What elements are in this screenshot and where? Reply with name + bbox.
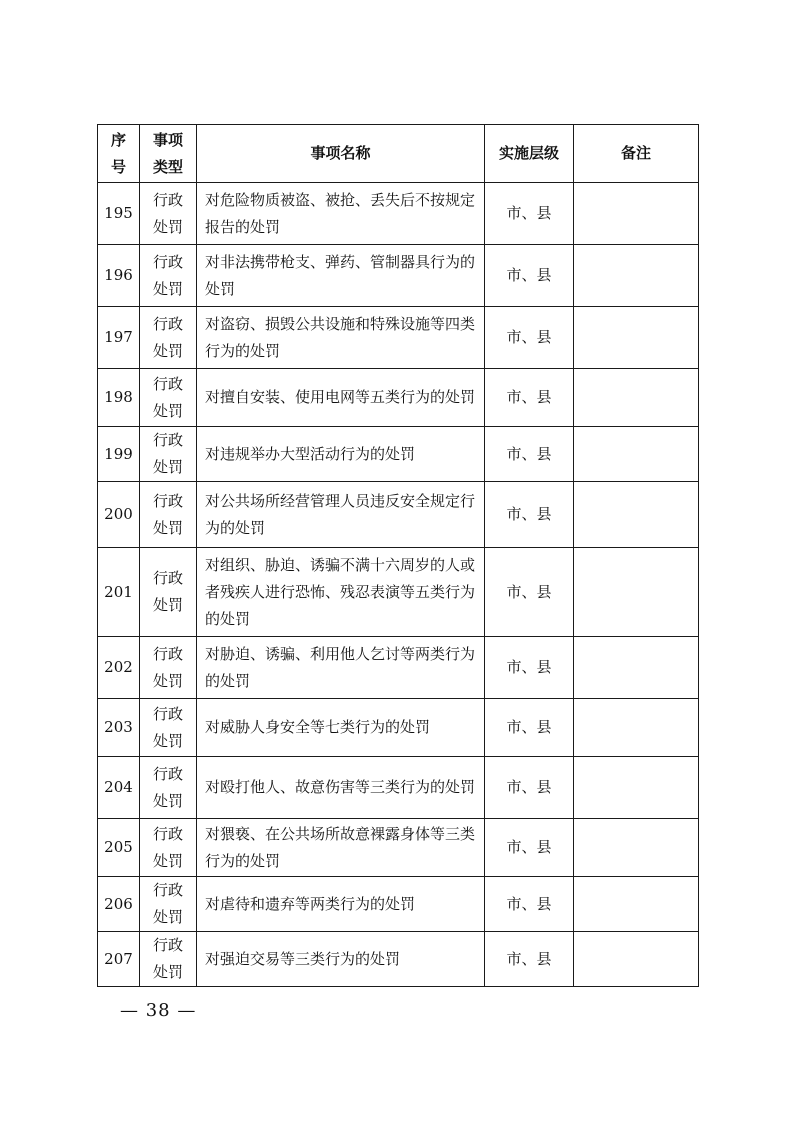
cell-notes — [574, 427, 699, 482]
cell-index: 199 — [98, 427, 140, 482]
cell-type-line1: 行政 — [152, 881, 183, 899]
cell-name: 对胁迫、诱骗、利用他人乞讨等两类行为的处罚 — [197, 637, 485, 699]
cell-type-line1: 行政 — [152, 704, 183, 723]
header-type — [140, 125, 197, 183]
cell-notes — [574, 699, 699, 757]
table-row — [98, 699, 699, 757]
cell-type — [140, 183, 197, 245]
cell-name: 对非法携带枪支、弹药、管制器具行为的处罚 — [197, 245, 485, 307]
cell-type — [140, 699, 197, 757]
cell-level: 市、县 — [485, 183, 574, 245]
table-body — [98, 183, 699, 987]
cell-type-line2: 处罚 — [152, 671, 183, 690]
cell-index: 202 — [98, 637, 140, 699]
cell-type-line2: 处罚 — [152, 341, 183, 360]
cell-level: 市、县 — [485, 877, 574, 932]
cell-type-line2: 处罚 — [152, 851, 183, 870]
table-row — [98, 548, 699, 637]
cell-notes — [574, 932, 699, 987]
cell-type — [140, 427, 197, 482]
cell-notes — [574, 757, 699, 819]
cell-level: 市、县 — [485, 637, 574, 699]
page-number: — 38 — — [120, 1000, 197, 1021]
cell-level: 市、县 — [485, 427, 574, 482]
cell-index: 198 — [98, 369, 140, 427]
cell-type — [140, 637, 197, 699]
cell-level: 市、县 — [485, 548, 574, 637]
cell-type-line1: 行政 — [152, 936, 183, 954]
cell-name: 对违规举办大型活动行为的处罚 — [197, 427, 485, 482]
cell-index: 201 — [98, 548, 140, 637]
cell-level: 市、县 — [485, 482, 574, 548]
cell-notes — [574, 482, 699, 548]
cell-name: 对公共场所经营管理人员违反安全规定行为的处罚 — [197, 482, 485, 548]
header-index-line2: 号 — [110, 157, 126, 176]
cell-name: 对擅自安装、使用电网等五类行为的处罚 — [197, 369, 485, 427]
cell-type — [140, 369, 197, 427]
table-row — [98, 245, 699, 307]
cell-name: 对强迫交易等三类行为的处罚 — [197, 932, 485, 987]
cell-level: 市、县 — [485, 932, 574, 987]
cell-type-line2: 处罚 — [152, 791, 183, 810]
cell-notes — [574, 245, 699, 307]
cell-index: 205 — [98, 819, 140, 877]
cell-type-line2: 处罚 — [152, 731, 183, 750]
cell-index: 204 — [98, 757, 140, 819]
cell-name: 对殴打他人、故意伤害等三类行为的处罚 — [197, 757, 485, 819]
cell-name: 对盗窃、损毁公共设施和特殊设施等四类行为的处罚 — [197, 307, 485, 369]
cell-type-line2: 处罚 — [152, 217, 183, 236]
cell-name: 对虐待和遗弃等两类行为的处罚 — [197, 877, 485, 932]
cell-level: 市、县 — [485, 369, 574, 427]
table-row — [98, 757, 699, 819]
cell-index: 207 — [98, 932, 140, 987]
cell-type — [140, 819, 197, 877]
cell-notes — [574, 548, 699, 637]
cell-notes — [574, 637, 699, 699]
cell-index: 200 — [98, 482, 140, 548]
cell-type-line2: 处罚 — [152, 458, 183, 476]
table-row — [98, 932, 699, 987]
cell-type-line2: 处罚 — [152, 963, 183, 981]
cell-type-line1: 行政 — [152, 824, 183, 843]
cell-type-line1: 行政 — [152, 431, 183, 449]
cell-type-line2: 处罚 — [152, 596, 183, 614]
cell-name: 对猥亵、在公共场所故意裸露身体等三类行为的处罚 — [197, 819, 485, 877]
cell-type — [140, 877, 197, 932]
cell-type-line1: 行政 — [152, 764, 183, 783]
header-index — [98, 125, 140, 183]
header-index-line1: 序 — [110, 130, 126, 149]
cell-type-line1: 行政 — [152, 190, 183, 209]
cell-notes — [574, 183, 699, 245]
cell-type-line1: 行政 — [152, 252, 183, 271]
cell-type-line1: 行政 — [152, 569, 183, 587]
cell-type-line1: 行政 — [152, 374, 183, 393]
header-type-line1: 事项 — [152, 130, 183, 149]
table-header-row — [98, 125, 699, 183]
cell-level: 市、县 — [485, 819, 574, 877]
cell-type — [140, 932, 197, 987]
cell-index: 197 — [98, 307, 140, 369]
cell-type-line2: 处罚 — [152, 279, 183, 298]
header-type-line2: 类型 — [152, 157, 183, 176]
table-row — [98, 183, 699, 245]
header-notes: 备注 — [574, 125, 699, 183]
cell-type — [140, 757, 197, 819]
cell-level: 市、县 — [485, 699, 574, 757]
cell-type-line2: 处罚 — [152, 908, 183, 926]
cell-index: 195 — [98, 183, 140, 245]
cell-type — [140, 548, 197, 637]
items-table — [97, 124, 699, 987]
cell-name: 对危险物质被盗、被抢、丢失后不按规定报告的处罚 — [197, 183, 485, 245]
table-row — [98, 637, 699, 699]
cell-index: 196 — [98, 245, 140, 307]
table-row — [98, 877, 699, 932]
cell-notes — [574, 819, 699, 877]
cell-level: 市、县 — [485, 245, 574, 307]
cell-index: 203 — [98, 699, 140, 757]
table-row — [98, 482, 699, 548]
cell-type — [140, 245, 197, 307]
table-row — [98, 427, 699, 482]
cell-name: 对组织、胁迫、诱骗不满十六周岁的人或者残疾人进行恐怖、残忍表演等五类行为的处罚 — [197, 548, 485, 637]
table-row — [98, 819, 699, 877]
cell-type-line1: 行政 — [152, 314, 183, 333]
cell-type-line1: 行政 — [152, 491, 183, 510]
cell-notes — [574, 369, 699, 427]
table-row — [98, 369, 699, 427]
cell-type — [140, 482, 197, 548]
cell-type-line2: 处罚 — [152, 401, 183, 420]
cell-type-line2: 处罚 — [152, 518, 183, 537]
cell-type-line1: 行政 — [152, 644, 183, 663]
table-row — [98, 307, 699, 369]
cell-level: 市、县 — [485, 757, 574, 819]
cell-index: 206 — [98, 877, 140, 932]
cell-notes — [574, 877, 699, 932]
cell-level: 市、县 — [485, 307, 574, 369]
header-name: 事项名称 — [197, 125, 485, 183]
cell-type — [140, 307, 197, 369]
header-level: 实施层级 — [485, 125, 574, 183]
cell-name: 对威胁人身安全等七类行为的处罚 — [197, 699, 485, 757]
cell-notes — [574, 307, 699, 369]
